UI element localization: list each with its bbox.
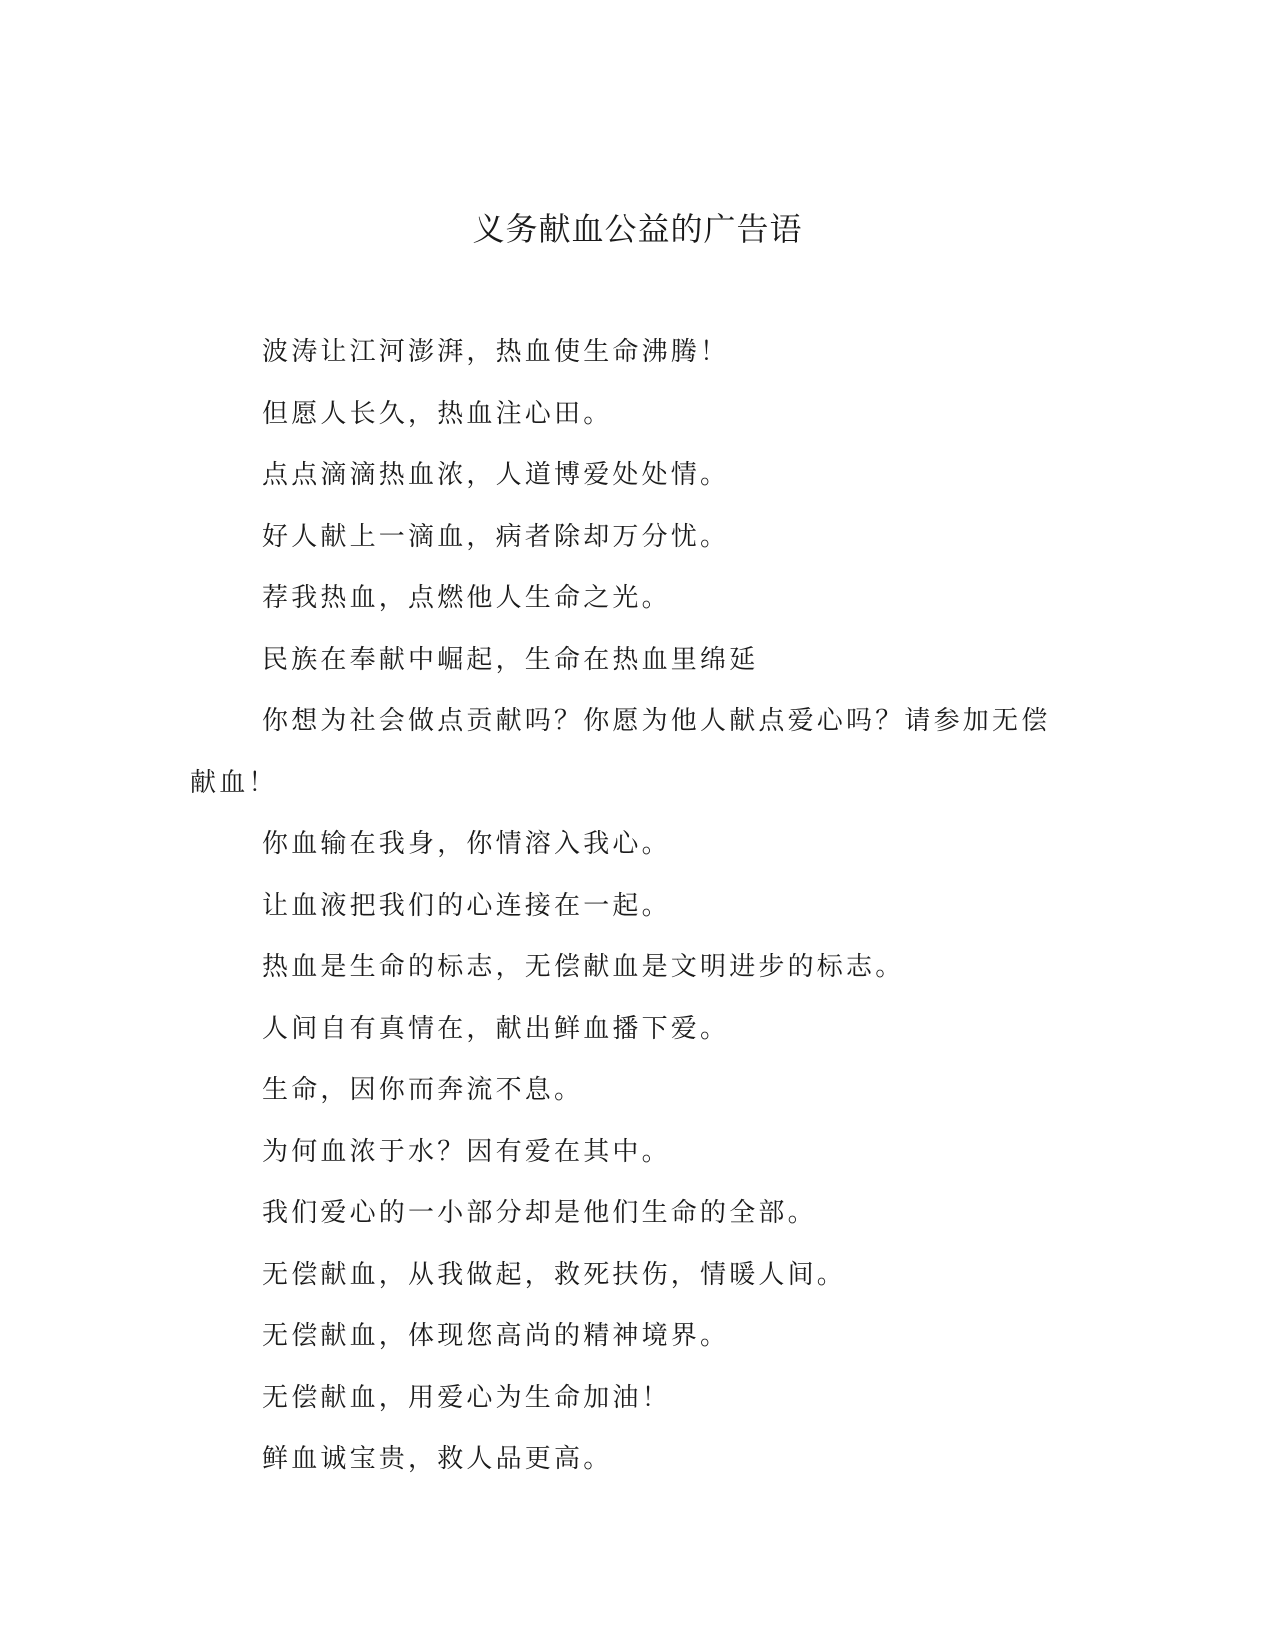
paragraph: 波涛让江河澎湃，热血使生命沸腾！ <box>262 337 730 367</box>
paragraph: 好人献上一滴血，病者除却万分忧。 <box>262 521 730 552</box>
paragraph: 为何血浓于水？因有爱在其中。 <box>262 1136 671 1167</box>
paragraph: 让血液把我们的心连接在一起。 <box>262 890 671 921</box>
paragraph: 你想为社会做点贡献吗？你愿为他人献点爱心吗？请参加无偿献血！ <box>190 706 1051 798</box>
paragraph: 人间自有真情在，献出鲜血播下爱。 <box>262 1013 730 1044</box>
paragraph: 点点滴滴热血浓，人道博爱处处情。 <box>262 460 730 490</box>
paragraph: 生命，因你而奔流不息。 <box>262 1075 584 1105</box>
paragraph: 但愿人长久，热血注心田。 <box>262 398 613 429</box>
paragraph: 无偿献血，用爱心为生命加油！ <box>262 1382 671 1413</box>
paragraph: 热血是生命的标志，无偿献血是文明进步的标志。 <box>262 952 905 982</box>
document-body <box>190 322 1070 1491</box>
paragraph: 鲜血诚宝贵，救人品更高。 <box>262 1444 613 1474</box>
paragraph: 民族在奉献中崛起，生命在热血里绵延 <box>262 644 759 675</box>
paragraph: 无偿献血，从我做起，救死扶伤，情暖人间。 <box>262 1259 847 1290</box>
paragraph: 荐我热血，点燃他人生命之光。 <box>262 583 671 613</box>
paragraph: 无偿献血，体现您高尚的精神境界。 <box>262 1321 730 1351</box>
paragraph: 你血输在我身，你情溶入我心。 <box>262 829 671 859</box>
document-title: 义务献血公益的广告语 <box>472 210 803 248</box>
paragraph: 我们爱心的一小部分却是他们生命的全部。 <box>262 1198 817 1228</box>
